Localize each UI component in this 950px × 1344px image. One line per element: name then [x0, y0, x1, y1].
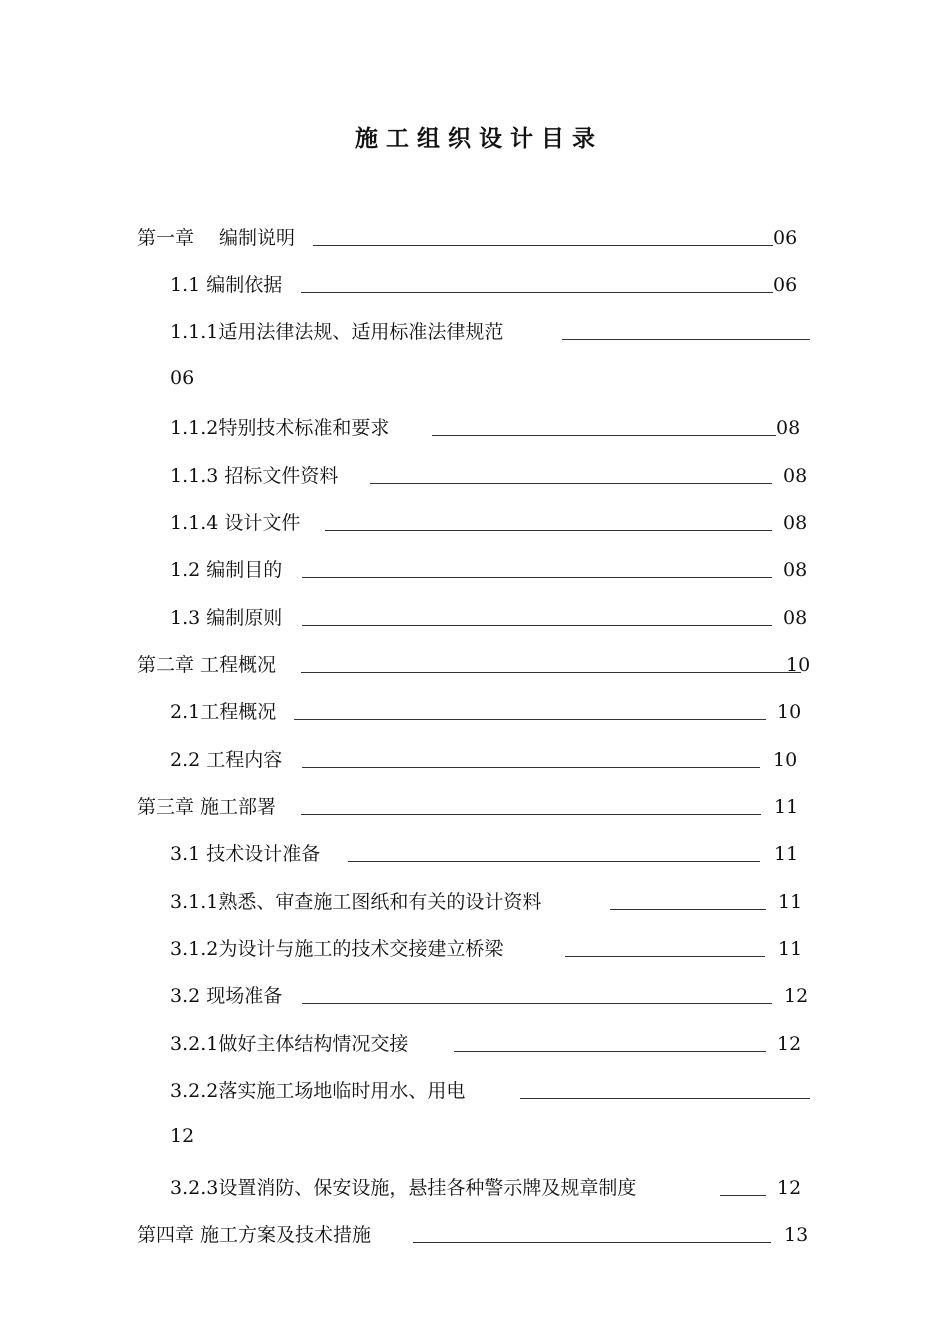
- toc-entry-1-1-3[interactable]: [170, 456, 810, 490]
- toc-entry-label: 1.1.2特别技术标准和要求: [170, 417, 390, 439]
- toc-page-number: 08: [776, 417, 801, 439]
- toc-page-number: 08: [783, 607, 808, 629]
- dot-leader: [520, 1098, 810, 1099]
- toc-page-number: 10: [773, 749, 798, 771]
- toc-page-number: 11: [778, 891, 803, 913]
- toc-entry-2-2[interactable]: [170, 740, 810, 774]
- toc-entry-1-3[interactable]: [170, 598, 810, 632]
- toc-entry-label: 第四章 施工方案及技术措施: [137, 1224, 372, 1246]
- toc-entry-label: 2.2 工程内容: [170, 749, 283, 771]
- toc-entry-chapter-4[interactable]: [137, 1215, 809, 1249]
- toc-entry-label: 1.1.1适用法律法规、适用标准法律规范: [170, 321, 504, 343]
- toc-entry-label: 第二章 工程概况: [137, 654, 277, 676]
- toc-page-number: 12: [170, 1125, 195, 1147]
- dot-leader: [301, 814, 761, 815]
- document-title: 施 工 组 织 设 计 目 录: [354, 125, 596, 152]
- toc-entry-chapter-1[interactable]: [137, 218, 797, 252]
- toc-page-number: 11: [774, 843, 799, 865]
- toc-entry-chapter-3[interactable]: [137, 787, 809, 821]
- dot-leader: [302, 625, 772, 626]
- dot-leader: [325, 530, 772, 531]
- toc-entry-1-1-2[interactable]: [170, 408, 810, 442]
- toc-entry-3-1-1[interactable]: [170, 882, 810, 916]
- dot-leader: [565, 956, 765, 957]
- dot-leader: [562, 339, 810, 340]
- toc-entry-3-2-2[interactable]: [170, 1071, 812, 1105]
- dot-leader: [301, 672, 801, 673]
- toc-page-number: 08: [783, 465, 808, 487]
- dot-leader: [301, 292, 773, 293]
- toc-entry-3-2-1[interactable]: [170, 1024, 810, 1058]
- toc-page-number: 12: [777, 1177, 802, 1199]
- dot-leader: [413, 1242, 771, 1243]
- toc-entry-label: 3.1 技术设计准备: [170, 843, 321, 865]
- dot-leader: [294, 719, 766, 720]
- toc-entry-3-1-2[interactable]: [170, 929, 810, 963]
- dot-leader: [302, 767, 760, 768]
- toc-entry-label: 第三章 施工部署: [137, 796, 277, 818]
- toc-entry-1-1[interactable]: [170, 265, 800, 299]
- dot-leader: [313, 245, 773, 246]
- toc-page-number: 06: [170, 367, 195, 389]
- toc-page-number: 11: [778, 938, 803, 960]
- toc-entry-1-2[interactable]: [170, 550, 810, 584]
- dot-leader: [720, 1195, 766, 1196]
- toc-entry-label: 3.2.3设置消防、保安设施，悬挂各种警示牌及规章制度: [170, 1177, 637, 1199]
- dot-leader: [454, 1051, 766, 1052]
- toc-entry-1-1-1[interactable]: [170, 312, 812, 346]
- toc-entry-label: 1.2 编制目的: [170, 559, 283, 581]
- toc-page-number: 06: [773, 274, 798, 296]
- dot-leader: [610, 909, 766, 910]
- toc-entry-label: 3.1.2为设计与施工的技术交接建立桥梁: [170, 938, 504, 960]
- toc-entry-label: 3.2 现场准备: [170, 985, 283, 1007]
- toc-page-number: 13: [784, 1224, 809, 1246]
- toc-entry-label: 3.2.2落实施工场地临时用水、用电: [170, 1080, 466, 1102]
- toc-entry-2-1[interactable]: [170, 692, 810, 726]
- dot-leader: [302, 1003, 772, 1004]
- toc-entry-label: 1.1 编制依据: [170, 274, 283, 296]
- toc-entry-3-2-3[interactable]: [170, 1168, 810, 1202]
- dot-leader: [302, 577, 772, 578]
- toc-entry-3-1[interactable]: [170, 834, 810, 868]
- toc-page-number: 11: [774, 796, 799, 818]
- toc-entry-label: 3.2.1做好主体结构情况交接: [170, 1033, 409, 1055]
- toc-entry-label: 1.3 编制原则: [170, 607, 283, 629]
- toc-page-number: 10: [777, 701, 802, 723]
- toc-page-number: 12: [784, 985, 809, 1007]
- toc-entry-label: 第一章 编制说明: [137, 227, 296, 249]
- toc-entry-label: 3.1.1熟悉、审查施工图纸和有关的设计资料: [170, 891, 542, 913]
- toc-entry-label: 1.1.3 招标文件资料: [170, 465, 339, 487]
- toc-page-number: 10: [786, 654, 811, 676]
- toc-entry-label: 1.1.4 设计文件: [170, 512, 301, 534]
- toc-page-number: 12: [777, 1033, 802, 1055]
- toc-entry-label: 2.1工程概况: [170, 701, 277, 723]
- toc-entry-1-1-4[interactable]: [170, 503, 810, 537]
- toc-entry-3-2[interactable]: [170, 976, 810, 1010]
- dot-leader: [370, 483, 772, 484]
- toc-page-number: 08: [783, 512, 808, 534]
- toc-page-number: 06: [773, 227, 798, 249]
- toc-page-number: 08: [783, 559, 808, 581]
- toc-entry-chapter-2[interactable]: [137, 645, 809, 679]
- dot-leader: [348, 861, 760, 862]
- dot-leader: [432, 435, 776, 436]
